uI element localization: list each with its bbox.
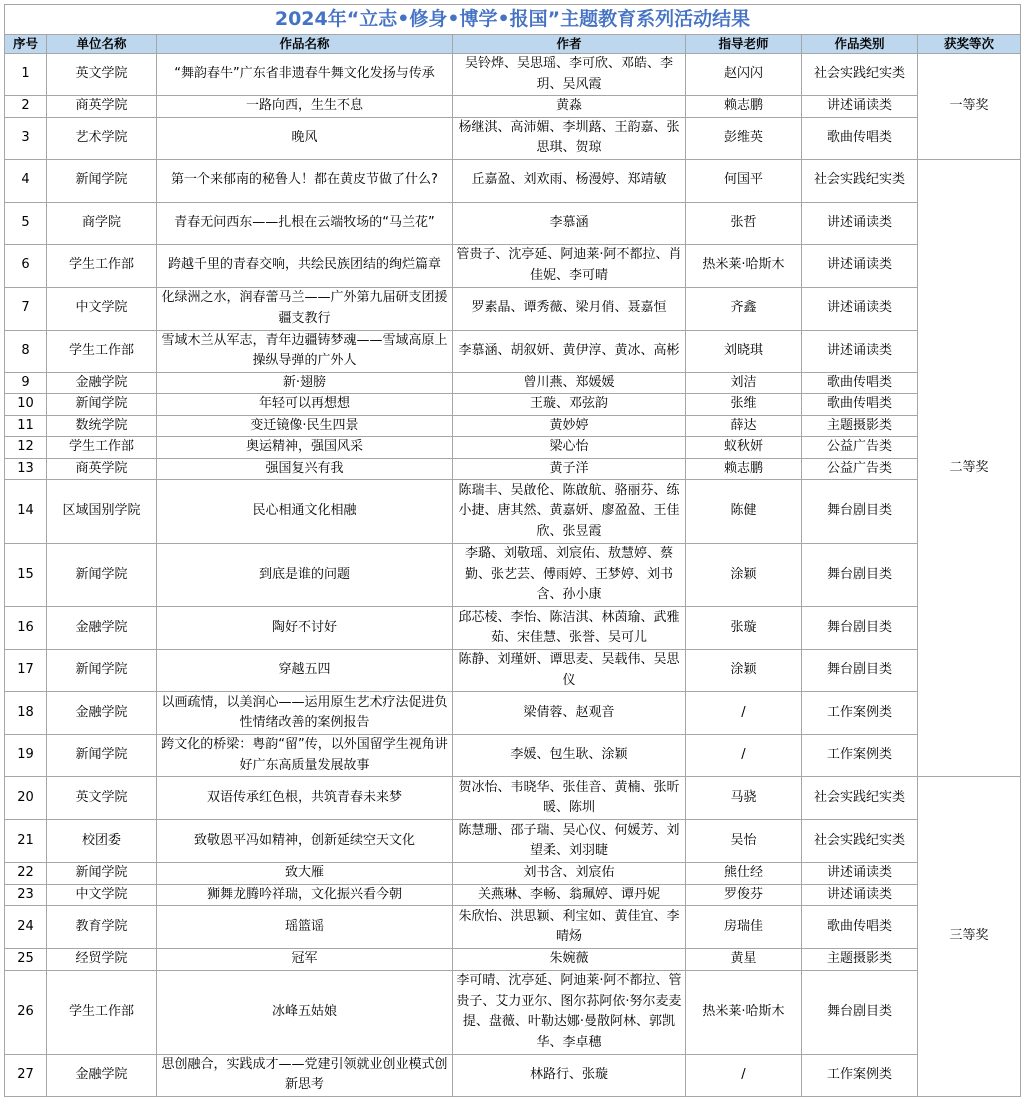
advisor: 刘晓琪 xyxy=(686,330,802,372)
work-title: 化绿洲之水，润春蕾马兰——广外第九届研支团援疆支教行 xyxy=(157,287,453,330)
work-title: 陶好不讨好 xyxy=(157,607,453,650)
advisor: / xyxy=(686,735,802,777)
authors: 黄妙婷 xyxy=(453,415,686,437)
work-category: 讲述诵读类 xyxy=(802,863,918,885)
advisor: 赖志鹏 xyxy=(686,96,802,118)
work-category: 舞台剧目类 xyxy=(802,970,918,1054)
row-number: 22 xyxy=(5,863,47,885)
unit-name: 英文学院 xyxy=(47,54,157,96)
row-number: 6 xyxy=(5,244,47,287)
work-category: 社会实践纪实类 xyxy=(802,54,918,96)
table-row xyxy=(5,906,1021,949)
authors: 吴铃烨、吴思瑶、李可欣、邓皓、李玥、吴风霞 xyxy=(453,54,686,96)
table-row xyxy=(5,884,1021,906)
unit-name: 商学院 xyxy=(47,202,157,244)
row-number: 9 xyxy=(5,372,47,394)
work-title: 冰峰五姑娘 xyxy=(157,970,453,1054)
work-category: 讲述诵读类 xyxy=(802,96,918,118)
table-row xyxy=(5,244,1021,287)
work-category: 讲述诵读类 xyxy=(802,244,918,287)
work-title: 青春无问西东——扎根在云端牧场的“马兰花” xyxy=(157,202,453,244)
advisor: 热米莱·哈斯木 xyxy=(686,244,802,287)
work-category: 歌曲传唱类 xyxy=(802,906,918,949)
authors: 黄子洋 xyxy=(453,458,686,480)
table-row xyxy=(5,437,1021,459)
work-category: 社会实践纪实类 xyxy=(802,159,918,202)
advisor: 张维 xyxy=(686,394,802,416)
unit-name: 中文学院 xyxy=(47,884,157,906)
authors: 李可晴、沈亭延、阿迪莱·阿不都拉、管贵子、艾力亚尔、图尔荪阿依·努尔麦麦提、盘薇、叶勒达娜·曼散阿林、郭凯华、李卓穗 xyxy=(453,970,686,1054)
table-row xyxy=(5,96,1021,118)
unit-name: 区域国别学院 xyxy=(47,480,157,544)
row-number: 18 xyxy=(5,692,47,735)
table-row xyxy=(5,415,1021,437)
unit-name: 新闻学院 xyxy=(47,735,157,777)
header-cell: 作品类别 xyxy=(802,35,918,54)
advisor: 蚁秋妍 xyxy=(686,437,802,459)
advisor: 赖志鹏 xyxy=(686,458,802,480)
advisor: 熊仕经 xyxy=(686,863,802,885)
row-number: 24 xyxy=(5,906,47,949)
award-level: 一等奖 xyxy=(918,54,1021,160)
page-title: 2024年“立志•修身•博学•报国”主题教育系列活动结果 xyxy=(5,5,1021,35)
row-number: 14 xyxy=(5,480,47,544)
work-category: 舞台剧目类 xyxy=(802,650,918,692)
work-title: 强国复兴有我 xyxy=(157,458,453,480)
row-number: 25 xyxy=(5,949,47,971)
authors: 陈瑞丰、吴啟伦、陈啟航、骆丽芬、练小捷、唐其然、黄嘉妍、廖盈盈、王佳欣、张昱霞 xyxy=(453,480,686,544)
authors: 刘书含、刘宸佑 xyxy=(453,863,686,885)
work-title: 雪域木兰从军志，青年边疆铸梦魂——雪域高原上操纵导弹的广外人 xyxy=(157,330,453,372)
authors: 黄淼 xyxy=(453,96,686,118)
table-row xyxy=(5,777,1021,820)
authors: 罗素晶、谭秀薇、梁月俏、聂嘉恒 xyxy=(453,287,686,330)
authors: 邱芯棱、李怡、陈洁淇、林茵瑜、武雅茹、宋佳慧、张誉、吴可儿 xyxy=(453,607,686,650)
table-row xyxy=(5,394,1021,416)
advisor: / xyxy=(686,692,802,735)
work-title: 年轻可以再想想 xyxy=(157,394,453,416)
advisor: 何国平 xyxy=(686,159,802,202)
header-cell: 指导老师 xyxy=(686,35,802,54)
advisor: 张哲 xyxy=(686,202,802,244)
work-category: 公益广告类 xyxy=(802,437,918,459)
advisor: 彭维英 xyxy=(686,117,802,159)
work-category: 歌曲传唱类 xyxy=(802,394,918,416)
work-title: 穿越五四 xyxy=(157,650,453,692)
advisor: / xyxy=(686,1054,802,1096)
work-category: 讲述诵读类 xyxy=(802,884,918,906)
row-number: 8 xyxy=(5,330,47,372)
results-table xyxy=(4,4,1021,1097)
unit-name: 学生工作部 xyxy=(47,437,157,459)
authors: 李慕涵、胡叙妍、黄伊淳、黄冰、高彬 xyxy=(453,330,686,372)
work-category: 讲述诵读类 xyxy=(802,202,918,244)
work-title: 一路向西，生生不息 xyxy=(157,96,453,118)
unit-name: 中文学院 xyxy=(47,287,157,330)
unit-name: 商英学院 xyxy=(47,458,157,480)
table-row xyxy=(5,202,1021,244)
work-title: 变迁镜像·民生四景 xyxy=(157,415,453,437)
work-category: 讲述诵读类 xyxy=(802,330,918,372)
work-category: 社会实践纪实类 xyxy=(802,777,918,820)
unit-name: 学生工作部 xyxy=(47,970,157,1054)
work-title: 致敬恩平冯如精神，创新延续空天文化 xyxy=(157,820,453,863)
work-title: 新·翅膀 xyxy=(157,372,453,394)
work-title: 民心相通文化相融 xyxy=(157,480,453,544)
award-level: 二等奖 xyxy=(918,159,1021,777)
header-cell: 序号 xyxy=(5,35,47,54)
table-row xyxy=(5,458,1021,480)
work-title: 跨越千里的青春交响，共绘民族团结的绚烂篇章 xyxy=(157,244,453,287)
table-row xyxy=(5,287,1021,330)
work-category: 工作案例类 xyxy=(802,692,918,735)
table-row xyxy=(5,735,1021,777)
row-number: 21 xyxy=(5,820,47,863)
work-category: 歌曲传唱类 xyxy=(802,372,918,394)
authors: 朱婉薇 xyxy=(453,949,686,971)
row-number: 7 xyxy=(5,287,47,330)
award-level: 三等奖 xyxy=(918,777,1021,1097)
work-category: 工作案例类 xyxy=(802,735,918,777)
unit-name: 经贸学院 xyxy=(47,949,157,971)
table-row xyxy=(5,159,1021,202)
table-row xyxy=(5,650,1021,692)
authors: 贺冰怡、韦晓华、张佳音、黄楠、张昕暖、陈圳 xyxy=(453,777,686,820)
authors: 陈静、刘瑾妍、谭思麦、吴载伟、吴思仪 xyxy=(453,650,686,692)
row-number: 20 xyxy=(5,777,47,820)
table-row xyxy=(5,607,1021,650)
authors: 丘嘉盈、刘欢雨、杨漫婷、郑靖敏 xyxy=(453,159,686,202)
row-number: 10 xyxy=(5,394,47,416)
row-number: 5 xyxy=(5,202,47,244)
unit-name: 新闻学院 xyxy=(47,159,157,202)
row-number: 27 xyxy=(5,1054,47,1096)
table-row xyxy=(5,372,1021,394)
work-title: 第一个来郁南的秘鲁人！都在黄皮节做了什么? xyxy=(157,159,453,202)
results-sheet xyxy=(4,4,1020,1097)
table-row xyxy=(5,54,1021,96)
work-category: 舞台剧目类 xyxy=(802,544,918,607)
authors: 林路行、张璇 xyxy=(453,1054,686,1096)
advisor: 吴怡 xyxy=(686,820,802,863)
advisor: 刘洁 xyxy=(686,372,802,394)
unit-name: 数统学院 xyxy=(47,415,157,437)
table-row xyxy=(5,480,1021,544)
table-row xyxy=(5,117,1021,159)
authors: 杨继淇、高沛媚、李圳蕗、王韵嘉、张思琪、贺琼 xyxy=(453,117,686,159)
unit-name: 校团委 xyxy=(47,820,157,863)
work-title: 思创融合，实践成才——党建引领就业创业模式创新思考 xyxy=(157,1054,453,1096)
row-number: 3 xyxy=(5,117,47,159)
table-row xyxy=(5,949,1021,971)
table-row xyxy=(5,970,1021,1054)
unit-name: 新闻学院 xyxy=(47,863,157,885)
authors: 李璐、刘敬瑶、刘宸佑、敖慧婷、蔡勤、张艺芸、傅雨婷、王梦婷、刘书含、孙小康 xyxy=(453,544,686,607)
advisor: 罗俊芬 xyxy=(686,884,802,906)
advisor: 张璇 xyxy=(686,607,802,650)
table-row xyxy=(5,1054,1021,1096)
table-row xyxy=(5,692,1021,735)
table-row xyxy=(5,330,1021,372)
row-number: 13 xyxy=(5,458,47,480)
row-number: 26 xyxy=(5,970,47,1054)
authors: 王璇、邓弦韵 xyxy=(453,394,686,416)
header-cell: 作品名称 xyxy=(157,35,453,54)
work-category: 主题摄影类 xyxy=(802,415,918,437)
unit-name: 金融学院 xyxy=(47,1054,157,1096)
work-title: 到底是谁的问题 xyxy=(157,544,453,607)
unit-name: 新闻学院 xyxy=(47,544,157,607)
work-title: 冠军 xyxy=(157,949,453,971)
authors: 梁心怡 xyxy=(453,437,686,459)
unit-name: 教育学院 xyxy=(47,906,157,949)
table-row xyxy=(5,863,1021,885)
unit-name: 艺术学院 xyxy=(47,117,157,159)
table-row xyxy=(5,820,1021,863)
unit-name: 英文学院 xyxy=(47,777,157,820)
advisor: 马骁 xyxy=(686,777,802,820)
work-title: 双语传承红色根，共筑青春未来梦 xyxy=(157,777,453,820)
authors: 李慕涵 xyxy=(453,202,686,244)
unit-name: 金融学院 xyxy=(47,372,157,394)
row-number: 4 xyxy=(5,159,47,202)
unit-name: 新闻学院 xyxy=(47,394,157,416)
advisor: 房瑞佳 xyxy=(686,906,802,949)
header-row xyxy=(5,35,1021,54)
header-cell: 作者 xyxy=(453,35,686,54)
work-category: 歌曲传唱类 xyxy=(802,117,918,159)
advisor: 陈健 xyxy=(686,480,802,544)
row-number: 23 xyxy=(5,884,47,906)
unit-name: 学生工作部 xyxy=(47,244,157,287)
work-title: 狮舞龙腾吟祥瑞，文化振兴看今朝 xyxy=(157,884,453,906)
table-row xyxy=(5,544,1021,607)
authors: 李媛、包生耿、涂颖 xyxy=(453,735,686,777)
work-category: 主题摄影类 xyxy=(802,949,918,971)
advisor: 齐鑫 xyxy=(686,287,802,330)
row-number: 12 xyxy=(5,437,47,459)
work-category: 社会实践纪实类 xyxy=(802,820,918,863)
advisor: 涂颖 xyxy=(686,544,802,607)
row-number: 17 xyxy=(5,650,47,692)
advisor: 薛达 xyxy=(686,415,802,437)
row-number: 16 xyxy=(5,607,47,650)
advisor: 黄星 xyxy=(686,949,802,971)
work-title: 以画疏情，以美润心——运用原生艺术疗法促进负性情绪改善的案例报告 xyxy=(157,692,453,735)
work-category: 舞台剧目类 xyxy=(802,480,918,544)
authors: 梁倩蓉、赵观音 xyxy=(453,692,686,735)
advisor: 涂颖 xyxy=(686,650,802,692)
work-title: “舞韵春牛”广东省非遗春牛舞文化发扬与传承 xyxy=(157,54,453,96)
unit-name: 新闻学院 xyxy=(47,650,157,692)
work-category: 舞台剧目类 xyxy=(802,607,918,650)
work-title: 奥运精神，强国风采 xyxy=(157,437,453,459)
authors: 曾川燕、郑媛媛 xyxy=(453,372,686,394)
work-category: 讲述诵读类 xyxy=(802,287,918,330)
unit-name: 商英学院 xyxy=(47,96,157,118)
header-cell: 单位名称 xyxy=(47,35,157,54)
unit-name: 金融学院 xyxy=(47,692,157,735)
work-title: 晚风 xyxy=(157,117,453,159)
unit-name: 金融学院 xyxy=(47,607,157,650)
work-category: 公益广告类 xyxy=(802,458,918,480)
work-title: 致大雁 xyxy=(157,863,453,885)
work-title: 跨文化的桥梁：粤韵“留”传，以外国留学生视角讲好广东高质量发展故事 xyxy=(157,735,453,777)
work-title: 瑶篮谣 xyxy=(157,906,453,949)
authors: 朱欣怡、洪思颖、利宝如、黄佳宜、李晴炀 xyxy=(453,906,686,949)
row-number: 11 xyxy=(5,415,47,437)
row-number: 19 xyxy=(5,735,47,777)
header-cell: 获奖等次 xyxy=(918,35,1021,54)
row-number: 15 xyxy=(5,544,47,607)
advisor: 赵闪闪 xyxy=(686,54,802,96)
authors: 管贵子、沈亭延、阿迪莱·阿不都拉、肖佳妮、李可晴 xyxy=(453,244,686,287)
advisor: 热米莱·哈斯木 xyxy=(686,970,802,1054)
work-category: 工作案例类 xyxy=(802,1054,918,1096)
authors: 陈慧珊、邵子瑞、吴心仪、何媛芳、刘望柔、刘羽睫 xyxy=(453,820,686,863)
authors: 关燕琳、李畅、翁珮婷、谭丹妮 xyxy=(453,884,686,906)
row-number: 2 xyxy=(5,96,47,118)
row-number: 1 xyxy=(5,54,47,96)
unit-name: 学生工作部 xyxy=(47,330,157,372)
